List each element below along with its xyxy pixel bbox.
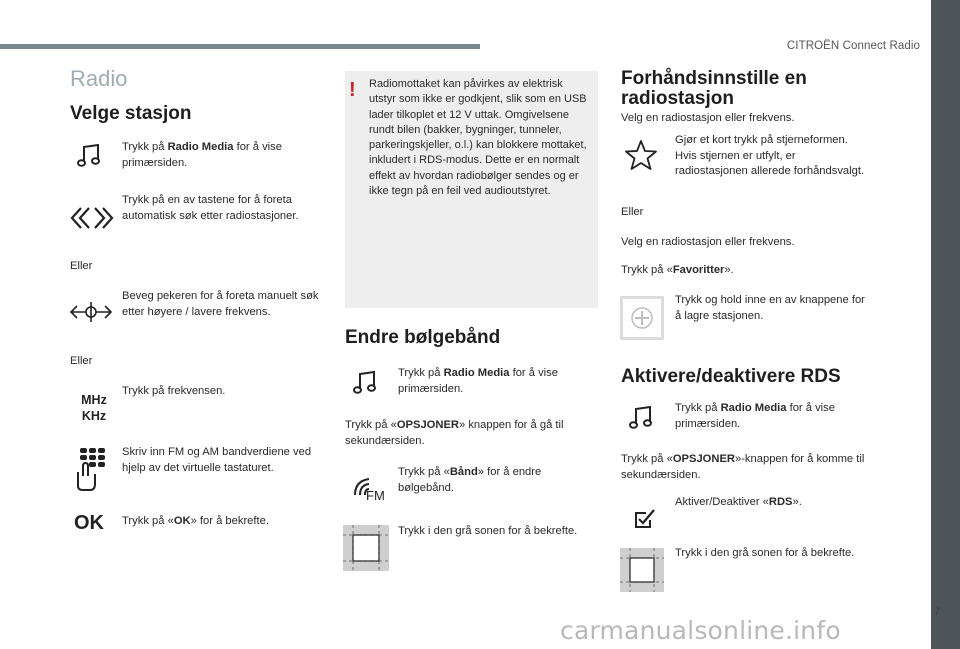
endre-step2: Trykk på «OPSJONER» knappen for å gå til sekundærsiden. [345, 419, 564, 447]
forh-step2: Trykk og hold inne en av knappene for å lagre stasjonen. [675, 294, 865, 322]
heading-forhaandsinnstille: Forhåndsinnstille en radiostasjon [621, 68, 807, 109]
rds-step1: Trykk på Radio Media for å vise primærsiden. [675, 402, 835, 430]
forh-intro2: Velg en radiostasjon eller frekvens. [621, 236, 795, 248]
mhz-khz-icon [76, 392, 112, 424]
keypad-touch-icon [74, 446, 110, 492]
heading-aktivere-rds: Aktivere/deaktivere RDS [621, 366, 841, 387]
grey-zone-icon [620, 548, 664, 592]
rds-step3: Aktiver/Deaktiver «RDS». [675, 496, 802, 508]
velge-or1: Eller [70, 260, 93, 272]
forh-or: Eller [621, 206, 644, 218]
velge-step6: Trykk på «OK» for å bekrefte. [122, 515, 269, 527]
mhz-label: MHz [81, 393, 107, 407]
header-rule [0, 44, 480, 49]
heading-velge-stasjon: Velge stasjon [70, 103, 192, 124]
music-note-icon [628, 405, 656, 431]
forh-intro: Velg en radiostasjon eller frekvens. [621, 112, 795, 124]
page-edge-bar [931, 0, 960, 649]
velge-step2: Trykk på en av tastene for å foreta automatisk søk etter radiostasjoner. [122, 194, 299, 222]
tuner-slider-icon [69, 300, 113, 324]
forh-favoritter: Trykk på «Favoritter». [621, 264, 734, 276]
endre-step1: Trykk på Radio Media for å vise primærsiden. [398, 367, 558, 395]
velge-step4: Trykk på frekvensen. [122, 385, 226, 397]
velge-step3: Beveg pekeren for å foreta manuelt søk etter høyere / lavere frekvens. [122, 290, 319, 318]
fm-label: FM [366, 488, 385, 503]
velge-step1: Trykk på Radio Media for å vise primærsiden. [122, 141, 282, 169]
ok-icon: OK [74, 512, 104, 534]
radio-wave-fm-icon [349, 473, 389, 509]
checkbox-icon [632, 508, 656, 530]
add-preset-icon [620, 296, 664, 340]
heading-endre-bolgebaand: Endre bølgebånd [345, 327, 501, 348]
endre-step3: Trykk på «Bånd» for å endre bølgebånd. [398, 466, 542, 494]
rds-step4: Trykk i den grå sonen for å bekrefte. [675, 547, 855, 559]
warning-mark: ! [349, 79, 356, 101]
music-note-icon [76, 143, 104, 169]
star-icon [624, 139, 658, 171]
khz-label: KHz [81, 409, 107, 423]
velge-or2: Eller [70, 355, 93, 367]
warning-text: Radiomottaket kan påvirkes av elektrisk utstyr som ikke er godkjent, slik som en USB lader tilkoplet et 12 V uttak. Omgivelsene rundt bilen (bakker, bygninger, tunneler, parkeringskjeller, o.l.) kan blokkere mottaket, inkludert i RDS-modus. Dette er en normalt effekt av hvordan radiobølger sendes og er ikke tegn på en feil ved audioutstyret. [369, 78, 587, 198]
page-number: 7 [934, 606, 941, 618]
rds-step2: Trykk på «OPSJONER»-knappen for å komme til sekundærsiden. [621, 453, 865, 481]
section-title: Radio [70, 66, 128, 91]
seek-arrows-icon [70, 205, 114, 231]
grey-zone-icon [343, 525, 389, 571]
velge-step5: Skriv inn FM og AM bandverdiene ved hjelp av det virtuelle tastaturet. [122, 446, 312, 474]
forh-step1: Gjør et kort trykk på stjerneformen. Hvis stjernen er utfylt, er radiostasjonen allerede forhåndsvalgt. [675, 134, 865, 177]
endre-step4: Trykk i den grå sonen for å bekrefte. [398, 525, 578, 537]
watermark: carmanualsonline.info [560, 616, 841, 645]
page-marker [932, 593, 940, 601]
music-note-icon [352, 370, 380, 396]
running-header: CITROËN Connect Radio [786, 40, 920, 52]
